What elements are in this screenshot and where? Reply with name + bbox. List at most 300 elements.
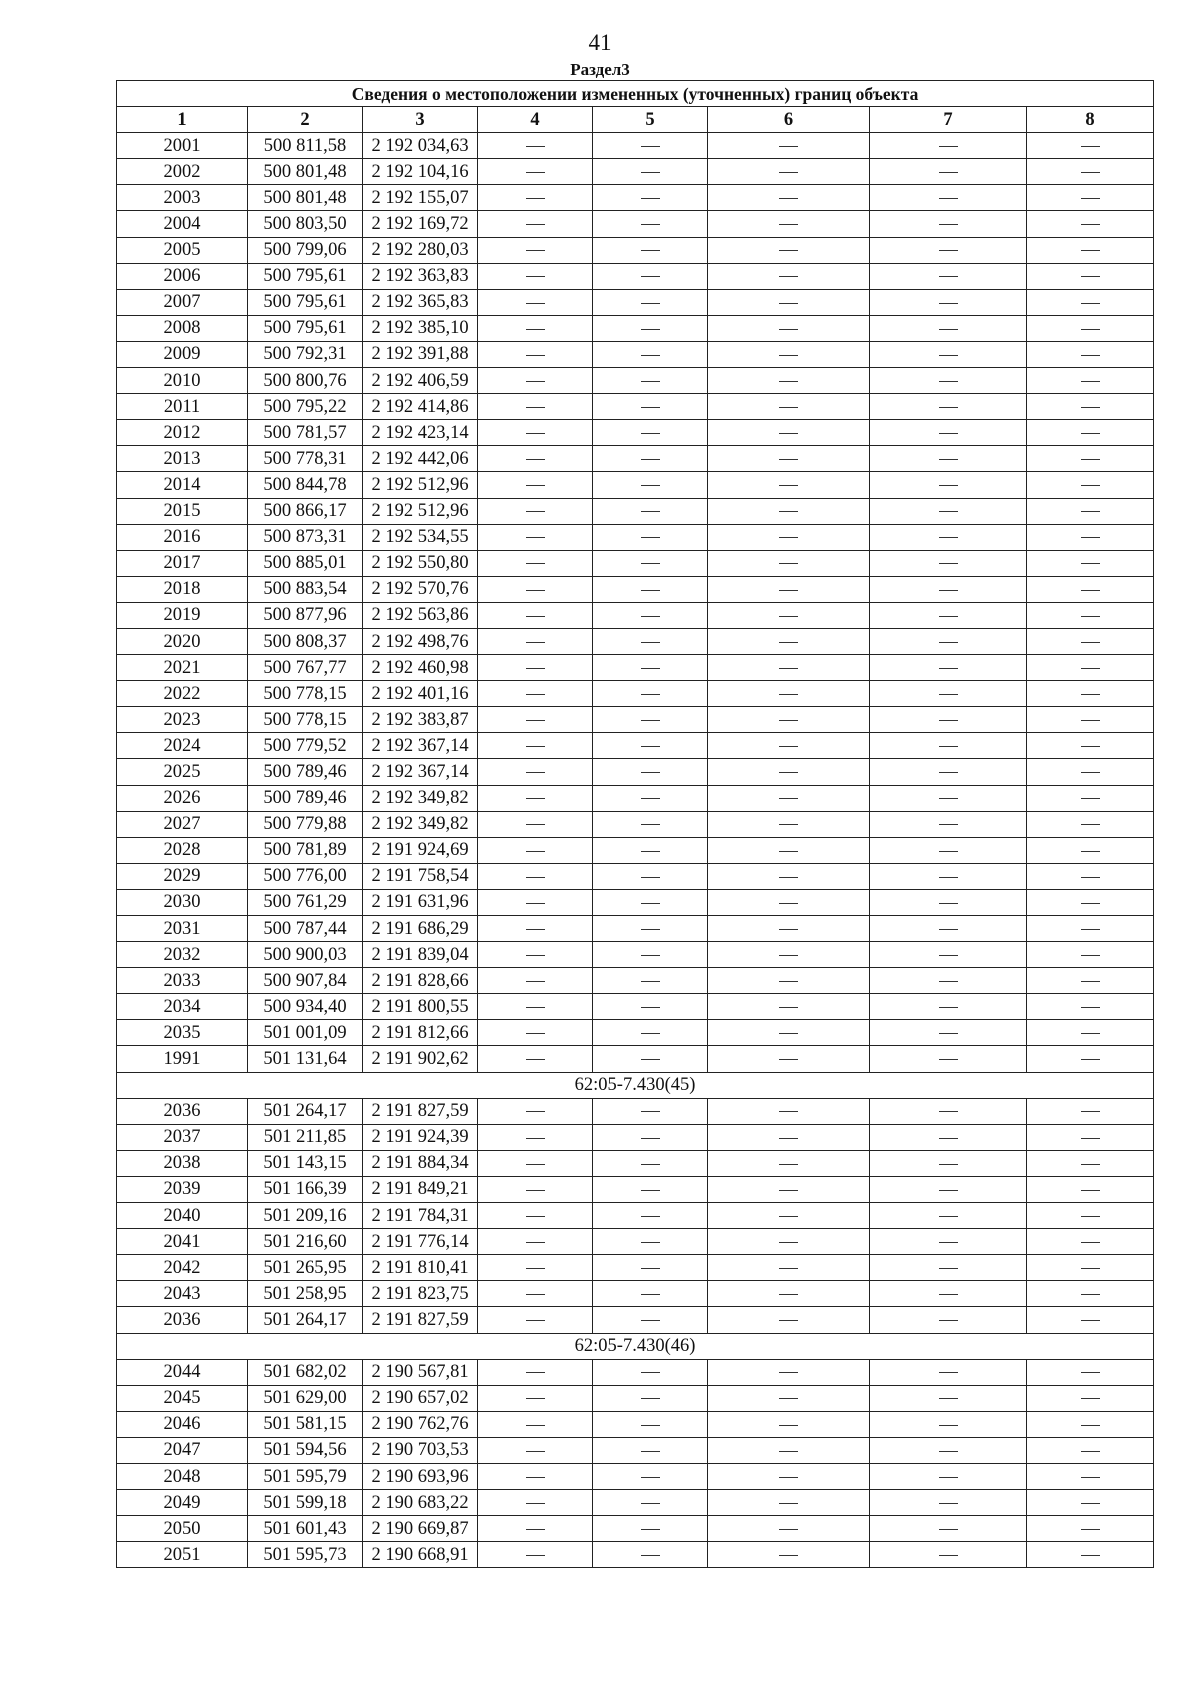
dash-mark bbox=[1081, 903, 1100, 904]
dash-mark bbox=[779, 668, 798, 669]
empty-value-cell bbox=[870, 837, 1027, 863]
dash-mark bbox=[1081, 146, 1100, 147]
empty-value-cell bbox=[870, 916, 1027, 942]
dash-mark bbox=[779, 772, 798, 773]
empty-value-cell bbox=[593, 1281, 708, 1307]
table-row bbox=[117, 1203, 1154, 1229]
dash-mark bbox=[779, 824, 798, 825]
dash-mark bbox=[939, 1033, 958, 1034]
empty-value-cell bbox=[593, 263, 708, 289]
dash-mark bbox=[1081, 224, 1100, 225]
dash-mark bbox=[939, 903, 958, 904]
dash-mark bbox=[779, 1007, 798, 1008]
empty-value-cell bbox=[1027, 1437, 1154, 1463]
dash-mark bbox=[939, 1294, 958, 1295]
y-coordinate-cell: 2 192 349,82 bbox=[363, 785, 478, 811]
dash-mark bbox=[779, 955, 798, 956]
empty-value-cell bbox=[1027, 446, 1154, 472]
dash-mark bbox=[1081, 877, 1100, 878]
x-coordinate-cell: 500 803,50 bbox=[248, 211, 363, 237]
x-coordinate-cell: 501 258,95 bbox=[248, 1281, 363, 1307]
point-number-cell: 2019 bbox=[117, 602, 248, 628]
empty-value-cell bbox=[708, 628, 870, 654]
empty-value-cell bbox=[1027, 759, 1154, 785]
empty-value-cell bbox=[1027, 1203, 1154, 1229]
empty-value-cell bbox=[593, 968, 708, 994]
empty-value-cell bbox=[870, 1150, 1027, 1176]
dash-mark bbox=[526, 616, 545, 617]
empty-value-cell bbox=[1027, 1281, 1154, 1307]
dash-mark bbox=[779, 590, 798, 591]
empty-value-cell bbox=[708, 916, 870, 942]
empty-value-cell bbox=[870, 315, 1027, 341]
empty-value-cell bbox=[593, 524, 708, 550]
dash-mark bbox=[1081, 511, 1100, 512]
table-row bbox=[117, 707, 1154, 733]
point-number-cell: 2044 bbox=[117, 1359, 248, 1385]
empty-value-cell bbox=[593, 1229, 708, 1255]
empty-value-cell bbox=[1027, 1255, 1154, 1281]
empty-value-cell bbox=[593, 159, 708, 185]
empty-value-cell bbox=[870, 576, 1027, 602]
empty-value-cell bbox=[478, 889, 593, 915]
empty-value-cell bbox=[478, 472, 593, 498]
x-coordinate-cell: 501 601,43 bbox=[248, 1516, 363, 1542]
y-coordinate-cell: 2 192 534,55 bbox=[363, 524, 478, 550]
dash-mark bbox=[1081, 746, 1100, 747]
dash-mark bbox=[939, 1242, 958, 1243]
y-coordinate-cell: 2 192 512,96 bbox=[363, 498, 478, 524]
x-coordinate-cell: 500 781,89 bbox=[248, 837, 363, 863]
dash-mark bbox=[779, 250, 798, 251]
dash-mark bbox=[779, 329, 798, 330]
empty-value-cell bbox=[708, 446, 870, 472]
empty-value-cell bbox=[1027, 1307, 1154, 1333]
point-number-cell: 2007 bbox=[117, 289, 248, 315]
dash-mark bbox=[939, 485, 958, 486]
point-number-cell: 2039 bbox=[117, 1176, 248, 1202]
dash-mark bbox=[1081, 981, 1100, 982]
y-coordinate-cell: 2 192 349,82 bbox=[363, 811, 478, 837]
column-header: 5 bbox=[593, 107, 708, 133]
dash-mark bbox=[939, 1372, 958, 1373]
empty-value-cell bbox=[1027, 655, 1154, 681]
empty-value-cell bbox=[1027, 837, 1154, 863]
dash-mark bbox=[1081, 1555, 1100, 1556]
dash-mark bbox=[526, 381, 545, 382]
empty-value-cell bbox=[708, 1229, 870, 1255]
empty-value-cell bbox=[708, 185, 870, 211]
dash-mark bbox=[1081, 1242, 1100, 1243]
empty-value-cell bbox=[708, 1463, 870, 1489]
x-coordinate-cell: 500 761,29 bbox=[248, 889, 363, 915]
empty-value-cell bbox=[870, 1437, 1027, 1463]
dash-mark bbox=[939, 381, 958, 382]
dash-mark bbox=[779, 1059, 798, 1060]
empty-value-cell bbox=[708, 1150, 870, 1176]
dash-mark bbox=[526, 303, 545, 304]
dash-mark bbox=[641, 1320, 660, 1321]
empty-value-cell bbox=[708, 785, 870, 811]
dash-mark bbox=[939, 720, 958, 721]
empty-value-cell bbox=[708, 1020, 870, 1046]
table-body bbox=[117, 133, 1154, 1568]
empty-value-cell bbox=[708, 707, 870, 733]
dash-mark bbox=[641, 746, 660, 747]
y-coordinate-cell: 2 190 657,02 bbox=[363, 1385, 478, 1411]
dash-mark bbox=[939, 772, 958, 773]
table-row bbox=[117, 1098, 1154, 1124]
empty-value-cell bbox=[870, 1516, 1027, 1542]
x-coordinate-cell: 500 877,96 bbox=[248, 602, 363, 628]
table-row bbox=[117, 237, 1154, 263]
dash-mark bbox=[939, 1164, 958, 1165]
dash-mark bbox=[939, 1555, 958, 1556]
dash-mark bbox=[641, 616, 660, 617]
empty-value-cell bbox=[870, 942, 1027, 968]
dash-mark bbox=[939, 616, 958, 617]
dash-mark bbox=[1081, 1033, 1100, 1034]
point-number-cell: 2010 bbox=[117, 368, 248, 394]
empty-value-cell bbox=[593, 785, 708, 811]
dash-mark bbox=[526, 694, 545, 695]
empty-value-cell bbox=[708, 237, 870, 263]
x-coordinate-cell: 500 767,77 bbox=[248, 655, 363, 681]
table-row bbox=[117, 550, 1154, 576]
empty-value-cell bbox=[478, 341, 593, 367]
table-row bbox=[117, 368, 1154, 394]
empty-value-cell bbox=[708, 968, 870, 994]
point-number-cell: 2040 bbox=[117, 1203, 248, 1229]
table-row bbox=[117, 733, 1154, 759]
empty-value-cell bbox=[870, 1255, 1027, 1281]
dash-mark bbox=[641, 929, 660, 930]
dash-mark bbox=[641, 433, 660, 434]
empty-value-cell bbox=[1027, 1046, 1154, 1072]
table-row bbox=[117, 759, 1154, 785]
dash-mark bbox=[641, 798, 660, 799]
dash-mark bbox=[939, 955, 958, 956]
dash-mark bbox=[1081, 1320, 1100, 1321]
dash-mark bbox=[526, 1451, 545, 1452]
table-row bbox=[117, 263, 1154, 289]
dash-mark bbox=[1081, 303, 1100, 304]
dash-mark bbox=[526, 642, 545, 643]
point-number-cell: 2036 bbox=[117, 1307, 248, 1333]
y-coordinate-cell: 2 191 839,04 bbox=[363, 942, 478, 968]
empty-value-cell bbox=[1027, 681, 1154, 707]
dash-mark bbox=[1081, 1425, 1100, 1426]
dash-mark bbox=[641, 1529, 660, 1530]
point-number-cell: 2050 bbox=[117, 1516, 248, 1542]
dash-mark bbox=[779, 1320, 798, 1321]
empty-value-cell bbox=[1027, 628, 1154, 654]
dash-mark bbox=[641, 485, 660, 486]
y-coordinate-cell: 2 191 631,96 bbox=[363, 889, 478, 915]
x-coordinate-cell: 501 594,56 bbox=[248, 1437, 363, 1463]
empty-value-cell bbox=[1027, 968, 1154, 994]
point-number-cell: 2043 bbox=[117, 1281, 248, 1307]
table-row bbox=[117, 863, 1154, 889]
point-number-cell: 2017 bbox=[117, 550, 248, 576]
y-coordinate-cell: 2 191 758,54 bbox=[363, 863, 478, 889]
table-row bbox=[117, 942, 1154, 968]
x-coordinate-cell: 500 779,52 bbox=[248, 733, 363, 759]
dash-mark bbox=[526, 1555, 545, 1556]
empty-value-cell bbox=[870, 263, 1027, 289]
empty-value-cell bbox=[708, 1542, 870, 1568]
point-number-cell: 2032 bbox=[117, 942, 248, 968]
y-coordinate-cell: 2 191 849,21 bbox=[363, 1176, 478, 1202]
empty-value-cell bbox=[478, 602, 593, 628]
empty-value-cell bbox=[870, 1463, 1027, 1489]
dash-mark bbox=[939, 642, 958, 643]
empty-value-cell bbox=[593, 1046, 708, 1072]
x-coordinate-cell: 501 216,60 bbox=[248, 1229, 363, 1255]
empty-value-cell bbox=[708, 576, 870, 602]
empty-value-cell bbox=[870, 1411, 1027, 1437]
table-row bbox=[117, 341, 1154, 367]
dash-mark bbox=[641, 1503, 660, 1504]
empty-value-cell bbox=[1027, 576, 1154, 602]
dash-mark bbox=[779, 616, 798, 617]
y-coordinate-cell: 2 191 902,62 bbox=[363, 1046, 478, 1072]
empty-value-cell bbox=[478, 289, 593, 315]
empty-value-cell bbox=[870, 1542, 1027, 1568]
dash-mark bbox=[1081, 642, 1100, 643]
empty-value-cell bbox=[593, 341, 708, 367]
table-row bbox=[117, 1516, 1154, 1542]
y-coordinate-cell: 2 192 550,80 bbox=[363, 550, 478, 576]
empty-value-cell bbox=[478, 237, 593, 263]
dash-mark bbox=[641, 407, 660, 408]
dash-mark bbox=[939, 1059, 958, 1060]
y-coordinate-cell: 2 192 406,59 bbox=[363, 368, 478, 394]
point-number-cell: 2041 bbox=[117, 1229, 248, 1255]
x-coordinate-cell: 500 778,15 bbox=[248, 707, 363, 733]
x-coordinate-cell: 500 778,15 bbox=[248, 681, 363, 707]
empty-value-cell bbox=[478, 1255, 593, 1281]
table-row bbox=[117, 159, 1154, 185]
column-header-row bbox=[117, 107, 1154, 133]
group-label: 62:05-7.430(45) bbox=[117, 1072, 1154, 1098]
empty-value-cell bbox=[1027, 420, 1154, 446]
dash-mark bbox=[526, 1425, 545, 1426]
empty-value-cell bbox=[708, 837, 870, 863]
empty-value-cell bbox=[478, 1490, 593, 1516]
empty-value-cell bbox=[593, 498, 708, 524]
dash-mark bbox=[779, 1372, 798, 1373]
dash-mark bbox=[779, 1216, 798, 1217]
empty-value-cell bbox=[870, 1124, 1027, 1150]
point-number-cell: 2009 bbox=[117, 341, 248, 367]
dash-mark bbox=[939, 537, 958, 538]
empty-value-cell bbox=[708, 1516, 870, 1542]
empty-value-cell bbox=[593, 1516, 708, 1542]
dash-mark bbox=[1081, 1451, 1100, 1452]
empty-value-cell bbox=[1027, 707, 1154, 733]
empty-value-cell bbox=[593, 811, 708, 837]
dash-mark bbox=[1081, 172, 1100, 173]
dash-mark bbox=[641, 563, 660, 564]
empty-value-cell bbox=[870, 1020, 1027, 1046]
group-label: 62:05-7.430(46) bbox=[117, 1333, 1154, 1359]
column-header: 1 bbox=[117, 107, 248, 133]
dash-mark bbox=[641, 1398, 660, 1399]
point-number-cell: 2015 bbox=[117, 498, 248, 524]
dash-mark bbox=[526, 851, 545, 852]
empty-value-cell bbox=[1027, 341, 1154, 367]
x-coordinate-cell: 501 682,02 bbox=[248, 1359, 363, 1385]
table-row bbox=[117, 289, 1154, 315]
dash-mark bbox=[779, 1555, 798, 1556]
empty-value-cell bbox=[593, 837, 708, 863]
empty-value-cell bbox=[593, 1176, 708, 1202]
empty-value-cell bbox=[478, 576, 593, 602]
dash-mark bbox=[779, 1242, 798, 1243]
y-coordinate-cell: 2 190 683,22 bbox=[363, 1490, 478, 1516]
empty-value-cell bbox=[478, 628, 593, 654]
empty-value-cell bbox=[593, 1385, 708, 1411]
dash-mark bbox=[526, 1033, 545, 1034]
empty-value-cell bbox=[478, 498, 593, 524]
dash-mark bbox=[939, 929, 958, 930]
empty-value-cell bbox=[593, 628, 708, 654]
empty-value-cell bbox=[870, 994, 1027, 1020]
dash-mark bbox=[779, 1529, 798, 1530]
dash-mark bbox=[779, 694, 798, 695]
empty-value-cell bbox=[708, 1203, 870, 1229]
table-row bbox=[117, 1385, 1154, 1411]
dash-mark bbox=[641, 250, 660, 251]
dash-mark bbox=[641, 303, 660, 304]
dash-mark bbox=[641, 1372, 660, 1373]
dash-mark bbox=[526, 1216, 545, 1217]
dash-mark bbox=[1081, 537, 1100, 538]
empty-value-cell bbox=[708, 1411, 870, 1437]
dash-mark bbox=[641, 668, 660, 669]
dash-mark bbox=[526, 276, 545, 277]
empty-value-cell bbox=[708, 1124, 870, 1150]
table-row bbox=[117, 785, 1154, 811]
dash-mark bbox=[641, 851, 660, 852]
empty-value-cell bbox=[593, 1203, 708, 1229]
table-title-row bbox=[117, 81, 1154, 107]
point-number-cell: 2011 bbox=[117, 394, 248, 420]
dash-mark bbox=[1081, 276, 1100, 277]
dash-mark bbox=[526, 1268, 545, 1269]
empty-value-cell bbox=[870, 550, 1027, 576]
x-coordinate-cell: 500 934,40 bbox=[248, 994, 363, 1020]
x-coordinate-cell: 501 001,09 bbox=[248, 1020, 363, 1046]
dash-mark bbox=[1081, 250, 1100, 251]
empty-value-cell bbox=[1027, 524, 1154, 550]
empty-value-cell bbox=[478, 1124, 593, 1150]
empty-value-cell bbox=[708, 211, 870, 237]
empty-value-cell bbox=[708, 289, 870, 315]
column-header: 3 bbox=[363, 107, 478, 133]
empty-value-cell bbox=[478, 1542, 593, 1568]
x-coordinate-cell: 500 787,44 bbox=[248, 916, 363, 942]
empty-value-cell bbox=[708, 681, 870, 707]
dash-mark bbox=[779, 1164, 798, 1165]
empty-value-cell bbox=[478, 1463, 593, 1489]
empty-value-cell bbox=[870, 341, 1027, 367]
empty-value-cell bbox=[1027, 368, 1154, 394]
dash-mark bbox=[641, 1007, 660, 1008]
dash-mark bbox=[641, 642, 660, 643]
dash-mark bbox=[1081, 1398, 1100, 1399]
dash-mark bbox=[779, 1477, 798, 1478]
y-coordinate-cell: 2 191 828,66 bbox=[363, 968, 478, 994]
dash-mark bbox=[641, 720, 660, 721]
point-number-cell: 2024 bbox=[117, 733, 248, 759]
x-coordinate-cell: 500 801,48 bbox=[248, 159, 363, 185]
dash-mark bbox=[939, 1007, 958, 1008]
table-row bbox=[117, 916, 1154, 942]
y-coordinate-cell: 2 191 776,14 bbox=[363, 1229, 478, 1255]
x-coordinate-cell: 501 595,73 bbox=[248, 1542, 363, 1568]
empty-value-cell bbox=[870, 237, 1027, 263]
empty-value-cell bbox=[478, 994, 593, 1020]
empty-value-cell bbox=[870, 1046, 1027, 1072]
x-coordinate-cell: 500 779,88 bbox=[248, 811, 363, 837]
table-row bbox=[117, 628, 1154, 654]
empty-value-cell bbox=[1027, 602, 1154, 628]
table-row bbox=[117, 1255, 1154, 1281]
point-number-cell: 2031 bbox=[117, 916, 248, 942]
point-number-cell: 2027 bbox=[117, 811, 248, 837]
empty-value-cell bbox=[478, 916, 593, 942]
empty-value-cell bbox=[708, 263, 870, 289]
point-number-cell: 2006 bbox=[117, 263, 248, 289]
dash-mark bbox=[779, 1425, 798, 1426]
dash-mark bbox=[526, 720, 545, 721]
point-number-cell: 2020 bbox=[117, 628, 248, 654]
empty-value-cell bbox=[870, 1490, 1027, 1516]
dash-mark bbox=[1081, 798, 1100, 799]
dash-mark bbox=[641, 198, 660, 199]
empty-value-cell bbox=[870, 159, 1027, 185]
dash-mark bbox=[641, 877, 660, 878]
x-coordinate-cell: 501 131,64 bbox=[248, 1046, 363, 1072]
dash-mark bbox=[641, 772, 660, 773]
dash-mark bbox=[939, 746, 958, 747]
dash-mark bbox=[779, 1398, 798, 1399]
dash-mark bbox=[779, 1294, 798, 1295]
dash-mark bbox=[526, 746, 545, 747]
y-coordinate-cell: 2 192 442,06 bbox=[363, 446, 478, 472]
empty-value-cell bbox=[1027, 1490, 1154, 1516]
empty-value-cell bbox=[870, 811, 1027, 837]
dash-mark bbox=[1081, 1294, 1100, 1295]
x-coordinate-cell: 500 795,61 bbox=[248, 315, 363, 341]
empty-value-cell bbox=[593, 1437, 708, 1463]
empty-value-cell bbox=[593, 681, 708, 707]
dash-mark bbox=[779, 981, 798, 982]
dash-mark bbox=[641, 1059, 660, 1060]
empty-value-cell bbox=[708, 524, 870, 550]
dash-mark bbox=[1081, 485, 1100, 486]
point-number-cell: 2034 bbox=[117, 994, 248, 1020]
dash-mark bbox=[641, 1242, 660, 1243]
empty-value-cell bbox=[1027, 185, 1154, 211]
empty-value-cell bbox=[1027, 289, 1154, 315]
section-label: Раздел3 bbox=[570, 60, 630, 79]
table-row bbox=[117, 394, 1154, 420]
empty-value-cell bbox=[593, 942, 708, 968]
table-row bbox=[117, 602, 1154, 628]
